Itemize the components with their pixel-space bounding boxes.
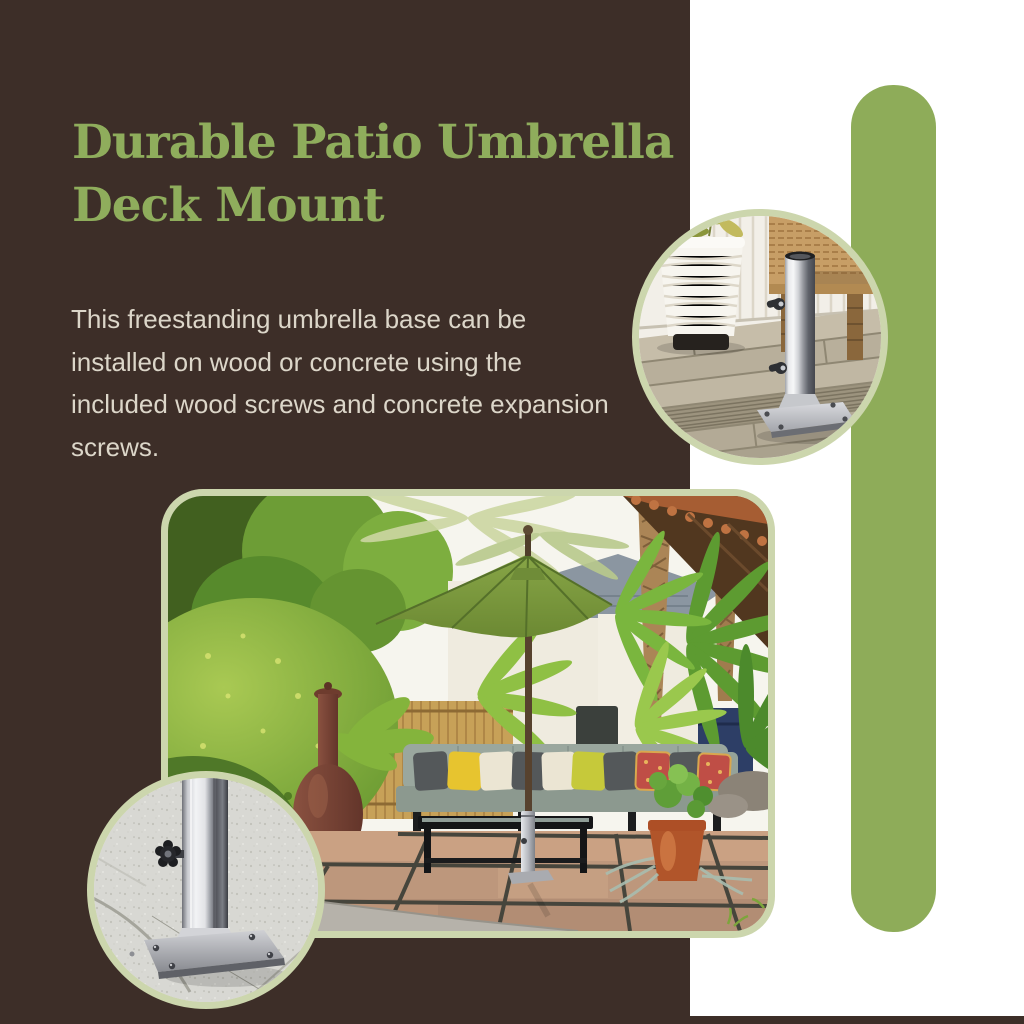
- green-accent-bar: [851, 85, 936, 932]
- deck-mount-inset-photo: [632, 209, 888, 465]
- headline-line-2: Deck Mount: [72, 177, 384, 233]
- concrete-mount-inset-photo: [87, 771, 325, 1009]
- concrete-screw: [130, 952, 135, 957]
- headline: [72, 112, 716, 237]
- description-text: This freestanding umbrella base can be installed on wood or concrete using the included wood screws and concrete expansion screws.: [71, 304, 609, 462]
- headline-line-1: Durable Patio Umbrella: [72, 115, 674, 170]
